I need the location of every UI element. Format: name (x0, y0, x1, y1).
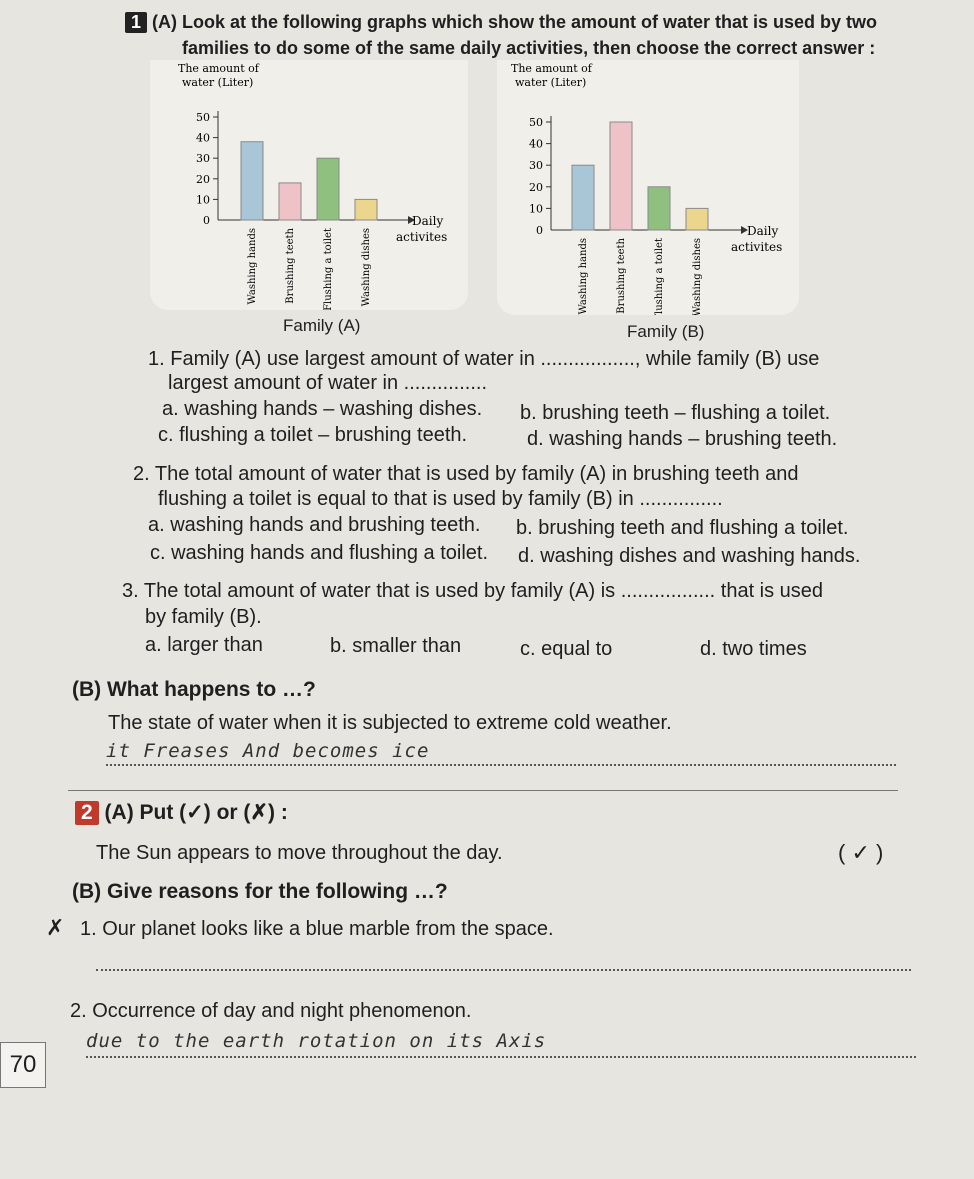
page-number: 70 (0, 1042, 46, 1088)
q2-section-heading (75, 800, 288, 825)
q3-option-d[interactable]: d. two times (700, 638, 807, 660)
y-tick-label: 0 (536, 224, 543, 237)
x-axis-label-line2: activites (396, 230, 448, 244)
q2b-item1-answer-line[interactable] (96, 945, 911, 971)
q1-option-a[interactable]: a. washing hands – washing dishes. (162, 398, 483, 420)
x-category-label-2: Flushing a toilet (654, 238, 665, 315)
q1-option-b[interactable]: b. brushing teeth – flushing a toilet. (520, 402, 831, 424)
q2-option-a[interactable]: a. washing hands and brushing teeth. (148, 514, 481, 536)
divider (68, 790, 898, 791)
q2-option-b[interactable]: b. brushing teeth and flushing a toilet. (516, 517, 849, 539)
q1-heading (125, 12, 877, 33)
chart-b-title: Family (B) (627, 322, 705, 341)
q2b-item2: 2. Occurrence of day and night phenomenon. (70, 1000, 472, 1022)
bar-2 (317, 158, 339, 220)
q2-line1: 2. The total amount of water that is used by family (A) in brushing teeth and (133, 463, 799, 485)
y-tick-label: 40 (196, 131, 210, 145)
x-category-label-1: Brushing teeth (616, 238, 627, 314)
partb-answer-line[interactable] (106, 740, 896, 766)
q2-option-d[interactable]: d. washing dishes and washing hands. (518, 545, 861, 567)
q1-number: 1 (125, 12, 147, 33)
q2-line2: flushing a toilet is equal to that is used by family (B) in ............... (158, 488, 723, 510)
q2-section-heading-text: (A) Put (✓) or (✗) : (104, 801, 288, 824)
q3-option-a[interactable]: a. larger than (145, 634, 263, 656)
q2-answer-mark[interactable]: ( ✓ ) (838, 840, 884, 865)
q2b-item1: 1. Our planet looks like a blue marble from the space. (80, 918, 554, 940)
bar-0 (241, 142, 263, 220)
partb-heading: (B) What happens to …? (72, 678, 316, 701)
q1-option-d[interactable]: d. washing hands – brushing teeth. (527, 428, 838, 450)
x-axis-label-line1: Daily (747, 224, 779, 238)
bar-0 (572, 165, 594, 230)
q1-heading-line2: families to do some of the same daily activities, then choose the correct answer : (182, 38, 876, 58)
chart-a-panel (150, 60, 468, 310)
y-axis-label-line2: water (Liter) (515, 76, 587, 89)
y-tick-label: 50 (196, 111, 210, 124)
x-category-label-2: Flushing a toilet (323, 228, 334, 310)
partb-answer: it Freases And becomes ice (106, 740, 430, 762)
x-category-label-0: Washing hands (247, 228, 258, 305)
bar-3 (355, 199, 377, 220)
bar-3 (686, 208, 708, 230)
y-tick-label: 20 (529, 180, 543, 194)
q3-option-c[interactable]: c. equal to (520, 638, 613, 660)
y-axis-label-line2: water (Liter) (182, 76, 254, 89)
section-2-number: 2 (75, 801, 99, 825)
y-tick-label: 40 (529, 137, 543, 151)
chart-family-a (150, 60, 468, 310)
q1-line1: 1. Family (A) use largest amount of water in ................., while family (B) use (148, 348, 820, 370)
y-tick-label: 20 (196, 172, 210, 186)
x-axis-label-line2: activites (731, 240, 783, 254)
x-category-label-0: Washing hands (578, 238, 589, 315)
y-tick-label: 50 (529, 116, 543, 129)
bar-1 (279, 183, 301, 220)
bar-2 (648, 187, 670, 230)
q1-option-c[interactable]: c. flushing a toilet – brushing teeth. (158, 424, 468, 446)
q2b-item2-answer: due to the earth rotation on its Axis (86, 1030, 547, 1052)
q2-statement: The Sun appears to move throughout the day. (96, 842, 503, 864)
q3-line2: by family (B). (145, 606, 262, 628)
x-category-label-3: Washing dishes (692, 238, 703, 315)
partb-statement: The state of water when it is subjected to extreme cold weather. (108, 712, 672, 734)
chart-b-panel (497, 60, 799, 315)
y-tick-label: 30 (196, 152, 210, 166)
x-axis-label-line1: Daily (412, 214, 444, 228)
y-tick-label: 10 (196, 193, 210, 207)
y-tick-label: 10 (529, 202, 543, 216)
q2b-heading: (B) Give reasons for the following …? (72, 880, 448, 903)
chart-a-title: Family (A) (283, 316, 361, 335)
q1-heading-line1: (A) Look at the following graphs which show the amount of water that is used by two (152, 12, 878, 32)
q2-option-c[interactable]: c. washing hands and flushing a toilet. (150, 542, 488, 564)
q1-line2: largest amount of water in ............... (168, 372, 488, 394)
bar-1 (610, 122, 632, 230)
cross-mark: ✗ (46, 915, 65, 940)
x-category-label-3: Washing dishes (361, 228, 372, 307)
chart-family-b (497, 60, 799, 315)
y-tick-label: 30 (529, 159, 543, 173)
q3-option-b[interactable]: b. smaller than (330, 635, 462, 657)
y-axis-label-line1: The amount of (511, 62, 592, 75)
y-axis-label-line1: The amount of (178, 62, 259, 75)
q3-line1: 3. The total amount of water that is used by family (A) is ................. that is used (122, 580, 824, 602)
y-tick-label: 0 (203, 214, 210, 227)
x-category-label-1: Brushing teeth (285, 228, 296, 304)
q2b-item2-answer-line[interactable] (86, 1030, 916, 1058)
